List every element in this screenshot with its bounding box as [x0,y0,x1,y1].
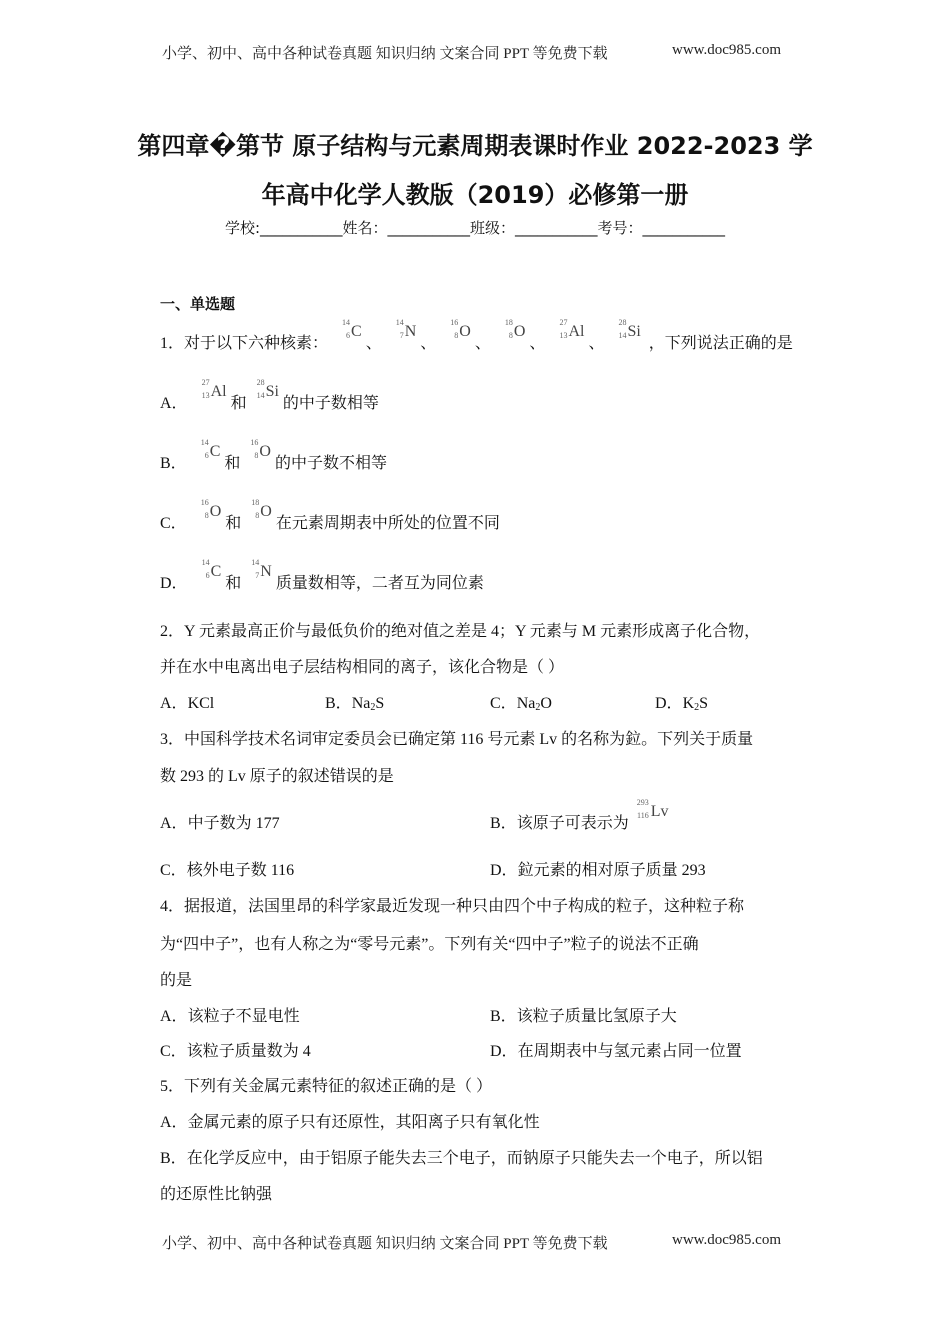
question-4-options-row2 [160,1038,742,1061]
question-3-options-row2 [160,857,706,880]
question-4-line3: 的是 [160,972,193,989]
nuclide-al27: 27 13 Al [559,318,585,340]
doc-title-line2: 年高中化学人教版（2019）必修第一册 [261,181,689,209]
footer-url[interactable]: www.doc985.com [672,1232,782,1248]
question-3-option-c[interactable]: C．核外电子数 116 [160,862,295,879]
question-3-option-a[interactable]: A．中子数为 177 [160,815,280,832]
question-5-line1: 5．下列有关金属元素特征的叙述正确的是（ ） [160,1078,493,1095]
question-3-options-row1 [160,798,672,833]
page-footer [162,1232,782,1253]
section-heading: 一、单选题 [160,295,236,313]
question-4-options-row1 [160,1003,677,1026]
nuclide-si28: 28 14 Si [618,318,641,340]
nuclide-o18: 18 8 O [504,318,526,340]
question-5-option-a[interactable]: A．金属元素的原子只有还原性，其阳离子只有氧化性 [160,1114,540,1131]
question-2-option-b[interactable]: B．$Na_2S$ [325,695,385,713]
header-url[interactable]: www.doc985.com [672,42,782,58]
nuclide-o16: 16 8 O [450,318,471,340]
question-1-option-b[interactable]: B． 14 6 C和 16 8 O的中子数不相等 [160,438,387,472]
question-1-option-c[interactable]: C． 16 8 O和 18 8 O在元素周期表中所处的位置不同 [160,498,500,532]
question-1-stem: 1．对于以下六种核素： 14 6 C、 14 7 N、 16 8 O、 18 8 O、 27 13 Al、 28 14 Si ，下列说法正确的是 [160,318,793,352]
nuclide-n14: 14 7 N [395,318,417,340]
question-4-option-c[interactable]: C．该粒子质量数为 4 [160,1043,311,1060]
question-4-line2: 为“四中子”，也有人称之为“零号元素”。下列有关“四中子”粒子的说法不正确 [160,936,699,953]
question-4-option-b[interactable]: B．该粒子质量比氢原子大 [490,1008,677,1025]
header-text: 小学、初中、高中各种试卷真题 知识归纳 文案合同 PPT 等免费下载 [162,46,608,62]
question-2-line2: 并在水中电离出电子层结构相同的离子，该化合物是（ ） [160,659,565,676]
question-2-option-a[interactable]: A．KCl [160,695,215,712]
page-header [162,42,782,63]
question-3-option-d[interactable]: D．鉝元素的相对原子质量 293 [490,862,706,879]
question-3-option-b[interactable]: B．该原子可表示为 293 116 Lv [490,798,669,832]
question-2-options [160,690,820,713]
question-2-option-c[interactable]: C．$Na_2O$ [490,695,552,713]
question-1-option-a[interactable]: A． 27 13 Al和 28 14 Si的中子数相等 [160,378,379,412]
question-2-line1: 2．Y 元素最高正价与最低负价的绝对值之差是 4；Y 元素与 M 元素形成离子化合物， [160,623,761,640]
question-3-line1: 3．中国科学技术名词审定委员会已确定第 116 号元素 Lv 的名称为鉝。下列关于质量 [160,731,754,748]
question-5-option-b-cont: 的还原性比钠强 [160,1186,273,1203]
question-4-option-a[interactable]: A．该粒子不显电性 [160,1008,300,1025]
question-1-option-d[interactable]: D． 14 6 C和 14 7 N质量数相等，二者互为同位素 [160,558,484,592]
question-2-option-d[interactable]: D．$K_2S$ [655,695,709,713]
doc-title-line1: 第四章�第节 原子结构与元素周期表课时作业 2022-2023 学 [137,132,813,160]
footer-text: 小学、初中、高中各种试卷真题 知识归纳 文案合同 PPT 等免费下载 [162,1236,608,1252]
nuclide-c14: 14 6 C [342,318,362,340]
student-info-fields[interactable]: 学校:___________姓名：___________班级：___________考号：___________ [224,219,726,237]
question-3-line2: 数 293 的 Lv 原子的叙述错误的是 [160,768,394,785]
question-5-option-b[interactable]: B．在化学反应中，由于铝原子能失去三个电子，而钠原子只能失去一个电子，所以铝 [160,1150,763,1167]
question-4-option-d[interactable]: D．在周期表中与氢元素占同一位置 [490,1043,742,1060]
question-4-line1: 4．据报道，法国里昂的科学家最近发现一种只由四个中子构成的粒子，这种粒子称 [160,898,745,915]
